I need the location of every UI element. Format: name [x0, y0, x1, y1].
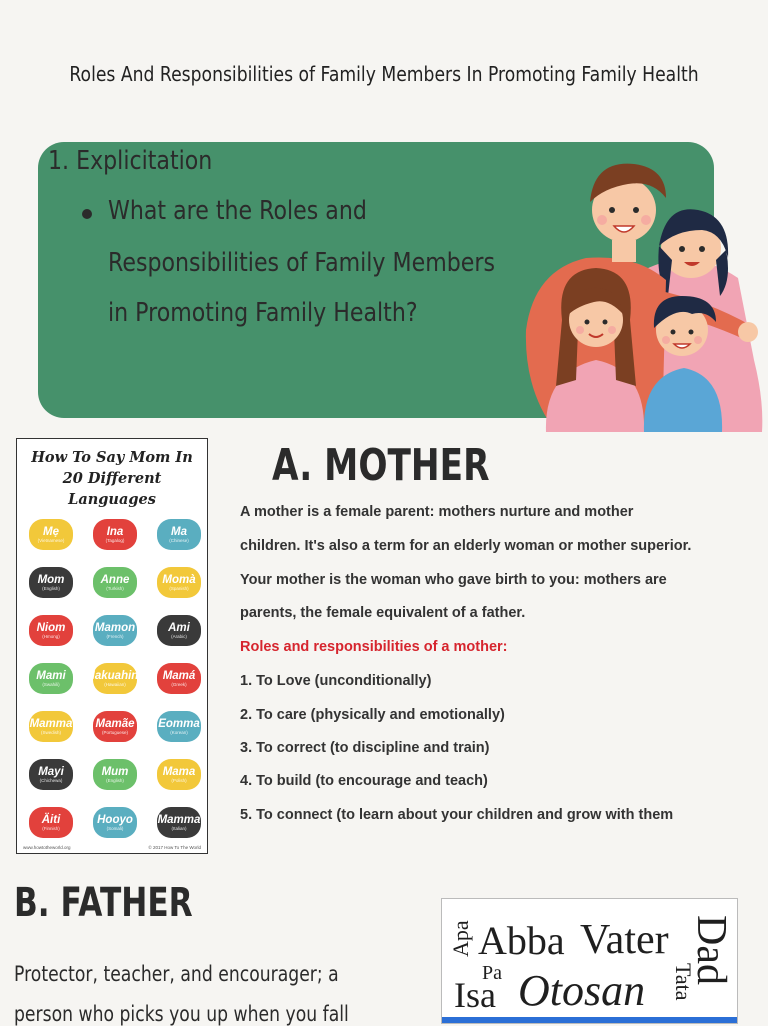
poster-title-line-3: Languages	[68, 491, 156, 508]
mother-role-item: 5. To connect (to learn about your children and grow with them	[240, 807, 674, 823]
bubble-word: Mami	[36, 669, 66, 682]
bubble-word: Mamá	[162, 669, 196, 682]
mother-paragraph-line: children. It's also a term for an elderly woman or mother superior.	[240, 538, 692, 554]
page-title: Roles And Responsibilities of Family Members In Promoting Family Health	[69, 62, 699, 86]
poster-footer-right: © 2017 How To The World	[148, 845, 201, 850]
mom-word-bubble	[157, 711, 201, 742]
bubble-word: Mum	[101, 765, 129, 778]
bubble-language: (French)	[106, 633, 124, 639]
bubble-language: (Polish)	[171, 777, 187, 783]
cloud-word: Apa	[448, 920, 473, 957]
bubble-word: Makuahine	[85, 669, 145, 682]
bubble-language: (Vietnamese)	[37, 537, 65, 543]
bubble-word: Hooyo	[97, 813, 133, 826]
bubble-language: (Turkish)	[106, 585, 124, 591]
bubble-language: (Portuguese)	[101, 729, 128, 735]
mom-word-bubble	[157, 519, 201, 550]
bubble-word: Ma	[171, 525, 187, 538]
bubble-word: Momà	[162, 573, 196, 586]
mom-languages-poster	[16, 438, 208, 854]
mom-word-bubble	[93, 519, 137, 550]
bubble-language: (English)	[42, 585, 60, 591]
mom-word-bubble	[85, 663, 145, 694]
cloud-word: Otosan	[518, 966, 646, 1015]
mother-role-item: 1. To Love (unconditionally)	[240, 673, 432, 689]
mother-paragraph-line: A mother is a female parent: mothers nurture and mother	[240, 504, 634, 520]
bubble-language: (Arabic)	[171, 633, 187, 639]
mom-word-bubble	[29, 711, 73, 742]
bubble-language: (Finnish)	[42, 825, 60, 831]
bubble-language: (Italian)	[171, 825, 187, 831]
mother-paragraph-line: parents, the female equivalent of a father.	[240, 605, 526, 621]
bubble-language: (Chinese)	[169, 537, 189, 543]
cloud-word: Isa	[454, 975, 496, 1015]
mom-word-bubble	[29, 759, 73, 790]
bubble-language: (Somali)	[106, 825, 124, 831]
bullet-dot	[82, 209, 92, 219]
bubble-word: Ami	[168, 621, 190, 634]
mom-word-bubble	[29, 567, 73, 598]
mom-word-bubble	[157, 663, 201, 694]
mom-word-bubble	[93, 711, 137, 742]
bubble-language: (Swahili)	[42, 681, 60, 687]
bubble-language: (Greek)	[171, 681, 187, 687]
mom-word-bubble	[93, 807, 137, 838]
mother-paragraph-line: Your mother is the woman who gave birth to you: mothers are	[240, 572, 667, 588]
cloud-word: Pa	[482, 962, 502, 984]
mom-word-bubble	[29, 807, 73, 838]
bubble-language: (Korean)	[170, 729, 188, 735]
bubble-word: Anne	[100, 573, 130, 586]
cloud-word: Abba	[478, 918, 565, 963]
bubble-word: Mamma	[29, 717, 73, 730]
mom-word-bubble	[29, 615, 73, 646]
bubble-word: Mama	[162, 765, 196, 778]
mother-role-item: 3. To correct (to discipline and train)	[240, 740, 490, 756]
bubble-word: Eomma	[158, 717, 200, 730]
explicitation-heading: 1. Explicitation	[48, 146, 213, 176]
mom-word-bubble	[157, 615, 201, 646]
mother-role-item: 4. To build (to encourage and teach)	[240, 773, 488, 789]
dad-word-cloud	[441, 898, 738, 1024]
bubble-word: Mom	[37, 573, 65, 586]
bubble-word: Äiti	[41, 813, 61, 826]
cloud-word: Tata	[671, 963, 696, 1001]
question-line-2: Responsibilities of Family Members	[108, 248, 495, 278]
bubble-language: (Chichewa)	[39, 777, 63, 783]
bubble-language: (English)	[106, 777, 124, 783]
mother-roles-heading: Roles and responsibilities of a mother:	[240, 639, 508, 655]
mom-word-bubble	[93, 567, 137, 598]
mom-word-bubble	[157, 807, 201, 838]
family-illustration	[516, 150, 768, 432]
poster-title-line-1: How To Say Mom In	[31, 449, 193, 466]
poster-title-line-2: 20 Different	[62, 470, 162, 487]
bubble-word: Mẹ	[43, 525, 59, 538]
father-text-line: Protector, teacher, and encourager; a	[14, 962, 339, 986]
bubble-word: Mamon	[94, 621, 136, 634]
question-line-3: in Promoting Family Health?	[108, 298, 418, 328]
mom-word-bubble	[29, 663, 73, 694]
bubble-word: Mamma	[157, 813, 201, 826]
bubble-language: (Hmong)	[42, 633, 60, 639]
poster-footer-left: www.howtotheworld.org	[23, 845, 71, 850]
bubble-language: (Spanish)	[169, 585, 189, 591]
mother-heading: A. MOTHER	[272, 440, 490, 491]
poster-title	[17, 447, 207, 510]
mom-word-bubble	[93, 615, 137, 646]
question-line-1: What are the Roles and	[108, 196, 367, 226]
cloud-word: Vater	[580, 917, 669, 963]
bubble-language: (Hawaiian)	[104, 681, 126, 687]
mom-word-bubble	[29, 519, 73, 550]
mother-role-item: 2. To care (physically and emotionally)	[240, 707, 505, 723]
bubble-word: Niom	[36, 621, 66, 634]
cloud-blue-strip	[442, 1017, 737, 1023]
mom-word-bubble	[157, 759, 201, 790]
mom-word-bubble	[93, 759, 137, 790]
father-text-line: person who picks you up when you fall	[14, 1002, 349, 1026]
bubble-language: (Swedish)	[40, 729, 61, 735]
bubble-word: Mayi	[38, 765, 64, 778]
bubble-word: Mamãe	[95, 717, 135, 730]
bubble-word: Ina	[106, 525, 124, 538]
mom-word-bubble	[157, 567, 201, 598]
cloud-word: Dad	[688, 915, 734, 985]
father-heading: B. FATHER	[14, 880, 193, 926]
bubble-language: (Tagalog)	[105, 537, 125, 543]
